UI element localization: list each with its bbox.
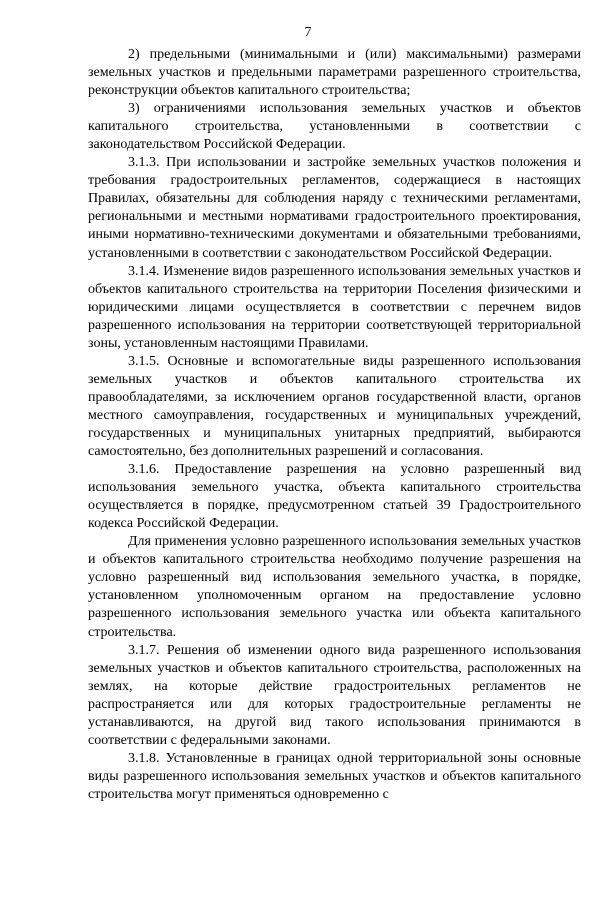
paragraph-item-3: 3) ограничениями использования земельных участков и объектов капитального строительства, установленными в соответствии с законодательством Российской Федерации. <box>88 101 581 153</box>
paragraph-item-2: 2) предельными (минимальными и (или) максимальными) размерами земельных участков и предельными параметрами разрешенного строительства, реконструкции объектов капитального строительства; <box>88 47 581 99</box>
paragraph-3-1-4: 3.1.4. Изменение видов разрешенного использования земельных участков и объектов капитального строительства на территории Поселения физическими и юридическими лицами осуществляется в соответствии с перечнем видов разрешенного использования на территории соответствующей территориальной зоны, установленным настоящими Правилами. <box>88 263 581 351</box>
document-body <box>88 46 581 804</box>
paragraph-3-1-8: 3.1.8. Установленные в границах одной территориальной зоны основные виды разрешенного использования земельных участков и объектов капитального строительства могут применяться одновременно с <box>88 750 581 802</box>
page-number: 7 <box>304 25 312 40</box>
paragraph-3-1-5: 3.1.5. Основные и вспомогательные виды разрешенного использования земельных участков и объектов капитального строительства их правообладателями, за исключением органов государственной власти, органов местного самоуправления, государственных и муниципальных учреждений, государственных и муниципальных унитарных предприятий, выбираются самостоятельно, без дополнительных разрешений и согласования. <box>88 353 581 460</box>
paragraph-conditional-use: Для применения условно разрешенного использования земельных участков и объектов капитального строительства необходимо получение разрешения на условно разрешенный вид использования земельного участка, в порядке, установленном уполномоченным органом на предоставление условно разрешенного использования земельного участка или объекта капитального строительства. <box>88 534 581 640</box>
paragraph-3-1-7: 3.1.7. Решения об изменении одного вида разрешенного использования земельных участков и объектов капитального строительства, расположенных на землях, на которые действие градостроительных регламентов не распространяется или для которых градостроительные регламенты не устанавливаются, на другой вид такого использования принимаются в соответствии с федеральными законами. <box>88 642 581 748</box>
paragraph-3-1-3: 3.1.3. При использовании и застройке земельных участков положения и требования градостроительных регламентов, содержащиеся в настоящих Правилах, обязательны для соблюдения наряду с техническими регламентами, региональными и местными нормативами градостроительного проектирования, иными нормативно-техническими документами и обязательными требованиями, установленными в соответствии с законодательством Российской Федерации. <box>88 155 581 261</box>
paragraph-3-1-6: 3.1.6. Предоставление разрешения на условно разрешенный вид использования земельного участка, объекта капитального строительства осуществляется в порядке, предусмотренном статьей 39 Градостроительного кодекса Российской Федерации. <box>88 462 581 532</box>
